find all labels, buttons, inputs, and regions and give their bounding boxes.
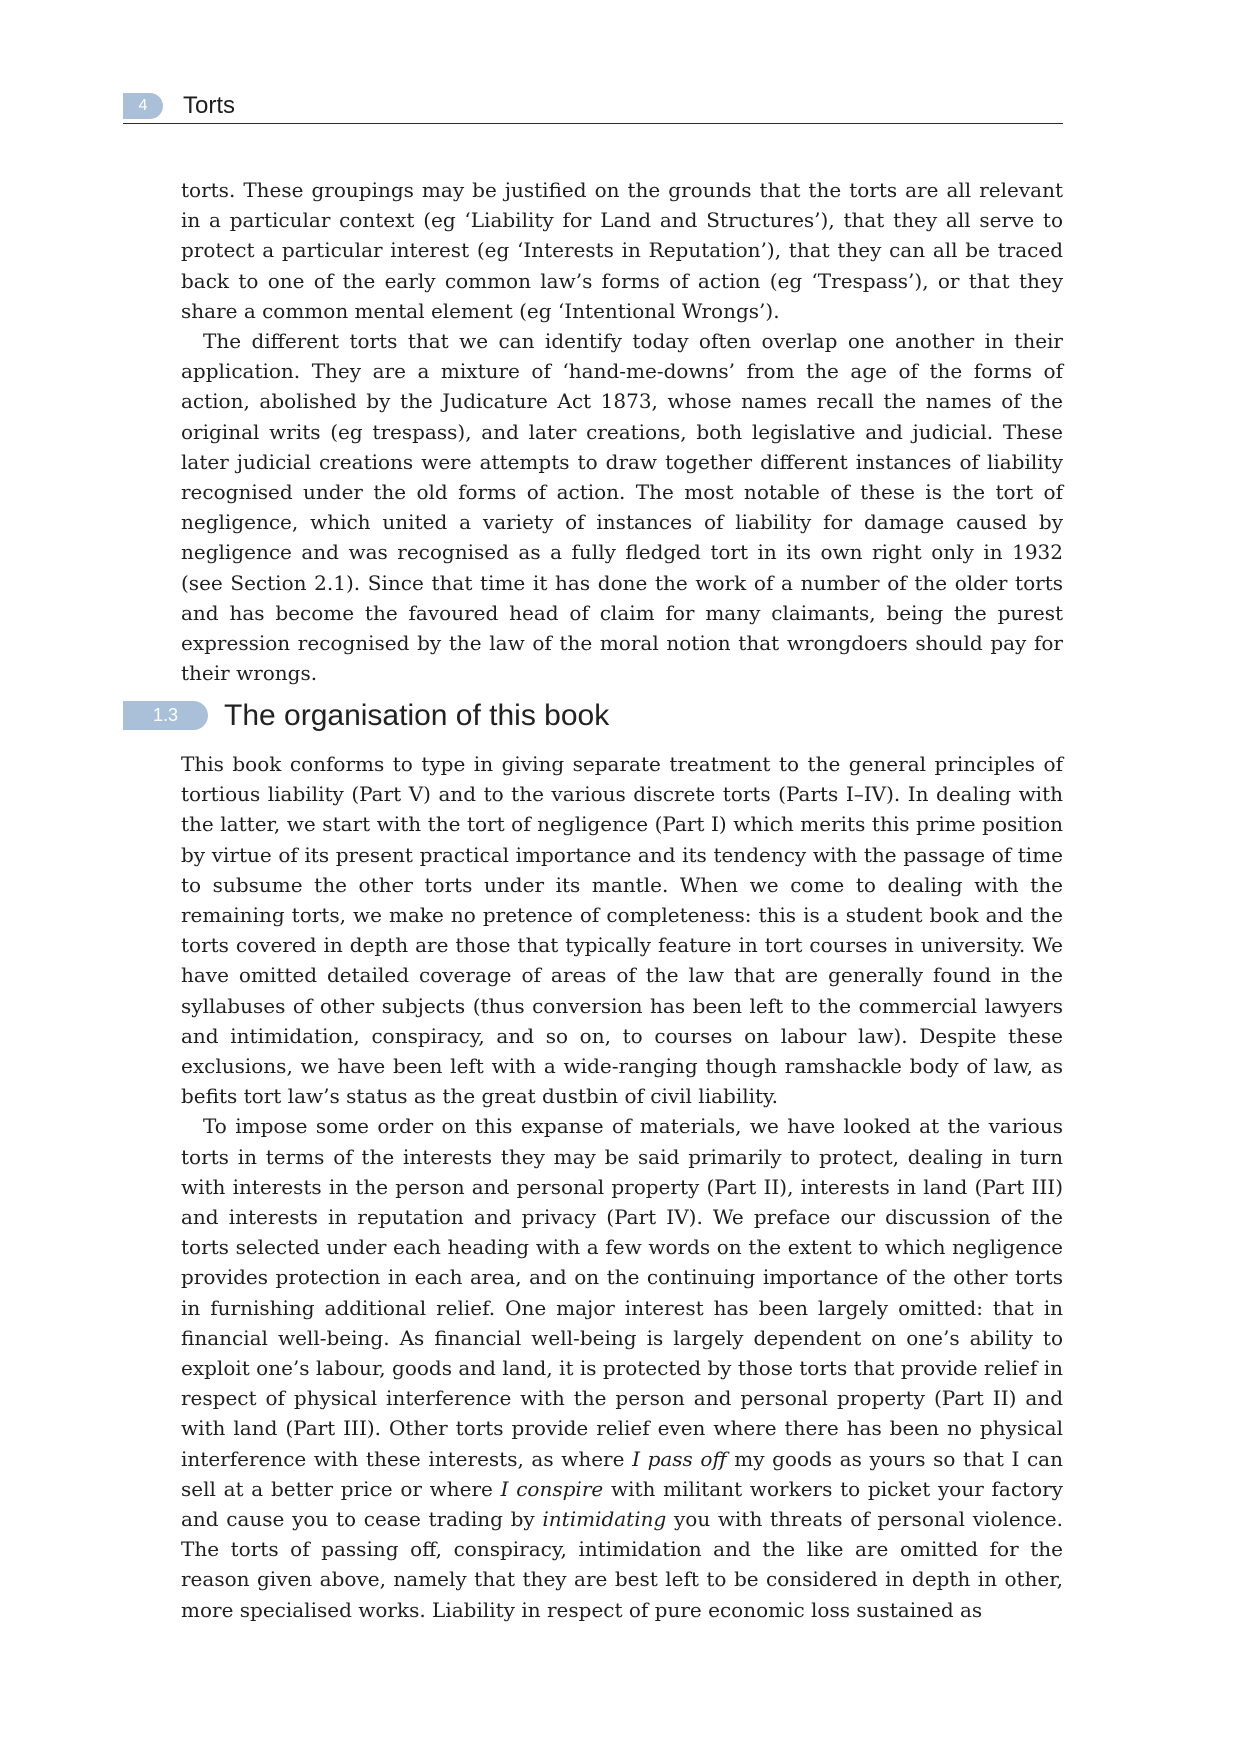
text-run: To impose some order on this expanse of materials, we have looked at the various torts in terms of the interests they may be said primarily to protect, dealing in turn with interests in the person and personal property (Part II), interests in land (Part III) and interests in reputation and privacy (Part IV). We preface our discussion of the torts selected under each heading with a few words on the extent to which negligence provides protection in each area, and on the continuing importance of the other torts in furnishing additional relief. One major interest has been largely omitted: that in financial well-being. As financial well-being is largely dependent on one’s ability to exploit one’s labour, goods and land, it is protected by those torts that provide relief in respect of physical interference with the person and personal property (Part II) and with land (Part III). Other torts provide relief even where there has been no physical interference with these interests, as where <box>181 1114 1063 1471</box>
text-block-before-section <box>181 175 1063 688</box>
paragraph-overlap: The different torts that we can identify today often overlap one another in their application. They are a mixture of ‘hand-me-downs’ from the age of the forms of action, abolished by the Judicature Act 1873, whose names recall the names of the original writs (eg trespass), and later creations, both legislative and judicial. These later judicial creations were attempts to draw together different instances of liability recognised under the old forms of action. The most notable of these is the tort of negligence, which united a variety of instances of liability for damage caused by negligence and was recognised as a fully fledged tort in its own right only in 1932 (see Section 2.1). Since that time it has done the work of a number of the older torts and has become the favoured head of claim for many claimants, being the purest expression recognised by the law of the moral notion that wrongdoers should pay for their wrongs. <box>181 329 1063 686</box>
text-run: my goods as yours so that I can sell at a better price or where <box>181 1446 1063 1501</box>
paragraph-impose-order <box>181 1111 1063 1624</box>
italic-term: I pass off <box>632 1446 727 1471</box>
paragraph-book-conforms: This book conforms to type in giving separate treatment to the general principles of tortious liability (Part V) and to the various discrete torts (Parts I–IV). In dealing with the latter, we start with the tort of negligence (Part I) which merits this prime position by virtue of its present practical importance and its tendency with the passage of time to subsume the other torts under its mantle. When we come to dealing with the remaining torts, we make no pretence of completeness: this is a student book and the torts covered in depth are those that typically feature in tort courses in university. We have omitted detailed coverage of areas of the law that are generally found in the syllabuses of other subjects (thus conversion has been left to the commercial lawyers and intimidation, conspiracy, and so on, to courses on labour law). Despite these exclusions, we have been left with a wide-ranging though ramshackle body of law, as befits tort law’s status as the great dustbin of civil liability. <box>181 752 1063 1109</box>
paragraph-continued: torts. These groupings may be justified on the grounds that the torts are all relevant in a particular context (eg ‘Liability for Land and Structures’), that they all serve to protect a particular interest (eg ‘Interests in Reputation’), that they can all be traced back to one of the early common law’s forms of action (eg ‘Trespass’), or that they share a common mental element (eg ‘Intentional Wrongs’). <box>181 178 1063 323</box>
section-title: The organisation of this book <box>224 699 610 732</box>
italic-term: I conspire <box>500 1476 604 1501</box>
section-number-tab: 1.3 <box>123 701 208 730</box>
running-title: Torts <box>183 92 236 119</box>
text-run: with militant workers to picket your factory and cause you to cease trading by <box>181 1476 1063 1532</box>
section-body <box>181 749 1063 1625</box>
page-number-tab: 4 <box>123 93 163 119</box>
running-head <box>123 91 1063 124</box>
text-run: you with threats of personal violence. The torts of passing off, conspiracy, intimidation and the like are omitted for the reason given above, namely that they are best left to be considered in depth in other, more specialised works. Liability in respect of pure economic loss sustained as <box>181 1507 1063 1622</box>
section-heading <box>123 697 1063 737</box>
italic-term: intimidating <box>542 1507 667 1532</box>
